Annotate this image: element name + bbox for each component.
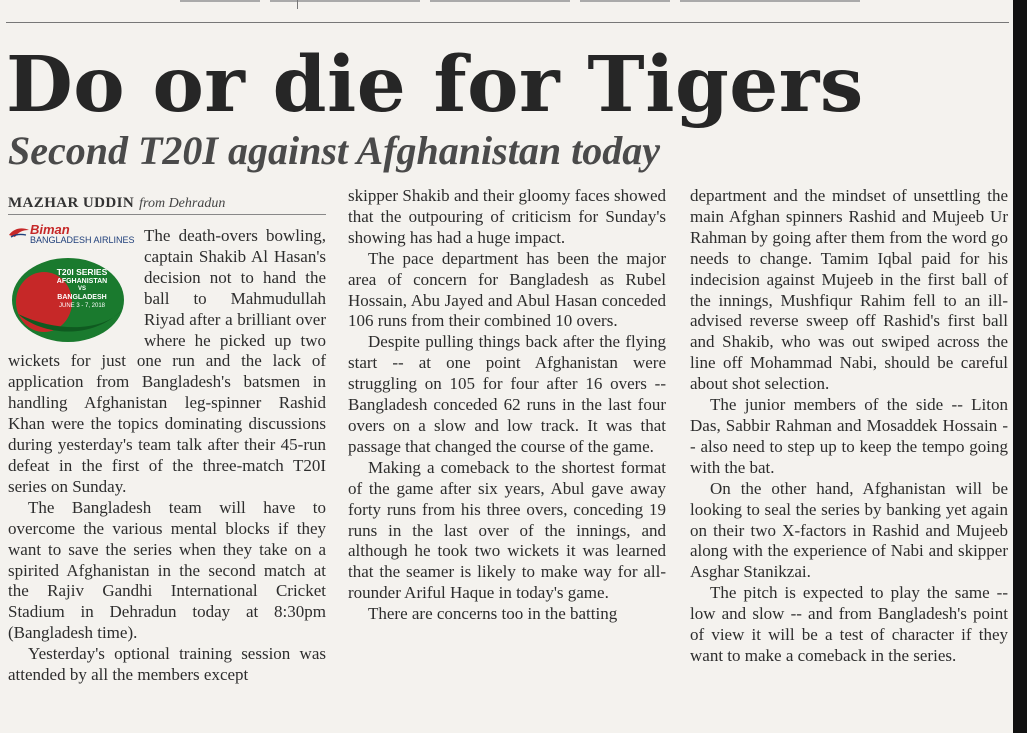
- paragraph: Despite pulling things back after the flying start -- at one point Afghanistan were struggling on 105 for four after 16 overs -- Bangladesh conceded 62 runs in the last four overs on a slow and low track. It was that passage that changed the course of the game.: [348, 332, 666, 456]
- paragraph: The junior members of the side -- Liton Das, Sabbir Rahman and Mosaddek Hossain -- also need to step up to keep the tempo going with the bat.: [690, 395, 1008, 477]
- article-column-2: [348, 186, 666, 625]
- previous-article-tail: [180, 0, 970, 6]
- paragraph: There are concerns too in the batting: [368, 604, 618, 624]
- series-sponsor-logo: [8, 222, 135, 344]
- paragraph: The pace department has been the major area of concern for Bangladesh as Rubel Hossain, Abu Jayed and Abul Hasan conceded 106 runs from their combined 10 overs.: [348, 248, 666, 331]
- page-edge: [1013, 0, 1027, 733]
- top-divider-tick: [297, 0, 298, 9]
- byline-rule: [8, 214, 326, 215]
- paragraph: The pitch is expected to play the same -- low and slow -- and from Bangladesh's point of view it will be a test of character if they want to make a comeback in the series.: [690, 583, 1008, 665]
- paragraph: Yesterday's optional training session was attended by all the members except: [8, 644, 326, 685]
- article-column-3: [690, 186, 1008, 667]
- byline-location: from Dehradun: [139, 196, 226, 211]
- article-column-1: [8, 222, 326, 686]
- biman-stork-icon: [8, 226, 30, 240]
- badge-team-afghanistan: AFGHANISTAN: [56, 278, 108, 285]
- badge-dates: JUNE 3 - 7, 2018: [58, 303, 106, 309]
- badge-vs: VS: [77, 286, 86, 292]
- sponsor-brand-sub: BANGLADESH AIRLINES: [30, 235, 135, 245]
- paragraph: Making a comeback to the shortest format of the game after six years, Abul gave away forty runs from his three overs, conceding 19 runs in the last over of the innings, and although he took two wickets it was learned that the seamer is likely to make way for all-rounder Ariful Haque in today's game.: [348, 457, 666, 603]
- subheadline: Second T20I against Afghanistan today: [8, 128, 660, 173]
- sponsor-brand: Biman: [30, 222, 70, 237]
- paragraph: The death-overs bowling, captain Shakib Al Hasan's decision not to hand the ball to Mahmudullah Riyad after a brilliant over where he picked up two wickets for just one run and the lack of application from Bangladesh's batsmen in handling Afghanistan leg-spinner Rashid Khan were the topics dominating discussions during yesterday's team talk after their 45-run defeat in the first of the three-match T20I series on Sunday.: [8, 226, 326, 496]
- badge-series: T20I SERIES: [56, 267, 108, 277]
- paragraph: The Bangladesh team will have to overcome the various mental blocks if they want to save the series when they take on a spirited Afghanistan in the second match at the Rajiv Gandhi International Cricket Stadium in Dehradun today at 8:30pm (Bangladesh time).: [8, 497, 326, 643]
- top-rule: [6, 22, 1009, 23]
- paragraph: skipper Shakib and their gloomy faces showed that the outpouring of criticism for Sunday's showing has had a huge impact.: [348, 186, 666, 247]
- byline: [8, 192, 326, 212]
- paragraph: On the other hand, Afghanistan will be looking to seal the series by banking yet again on their two X-factors in Rashid and Mujeeb along with the experience of Nabi and skipper Asghar Stanikzai.: [690, 478, 1008, 582]
- byline-author: MAZHAR UDDIN: [8, 195, 135, 211]
- badge-team-bangladesh: BANGLADESH: [57, 294, 107, 301]
- series-badge-text: [51, 268, 113, 311]
- paragraph: department and the mindset of unsettling the main Afghan spinners Rashid and Mujeeb Ur Rahman by going after them from the word go needs to change. Tamim Iqbal paid for his indecision against Mujeeb in the first ball of the innings, Mushfiqur Rahim fell to an ill-advised reverse sweep off Rashid's first ball and Shakib, who was out swiped across the line off Mohammad Nabi, should be careful about shot selection.: [690, 186, 1008, 394]
- headline: Do or die for Tigers: [6, 40, 864, 130]
